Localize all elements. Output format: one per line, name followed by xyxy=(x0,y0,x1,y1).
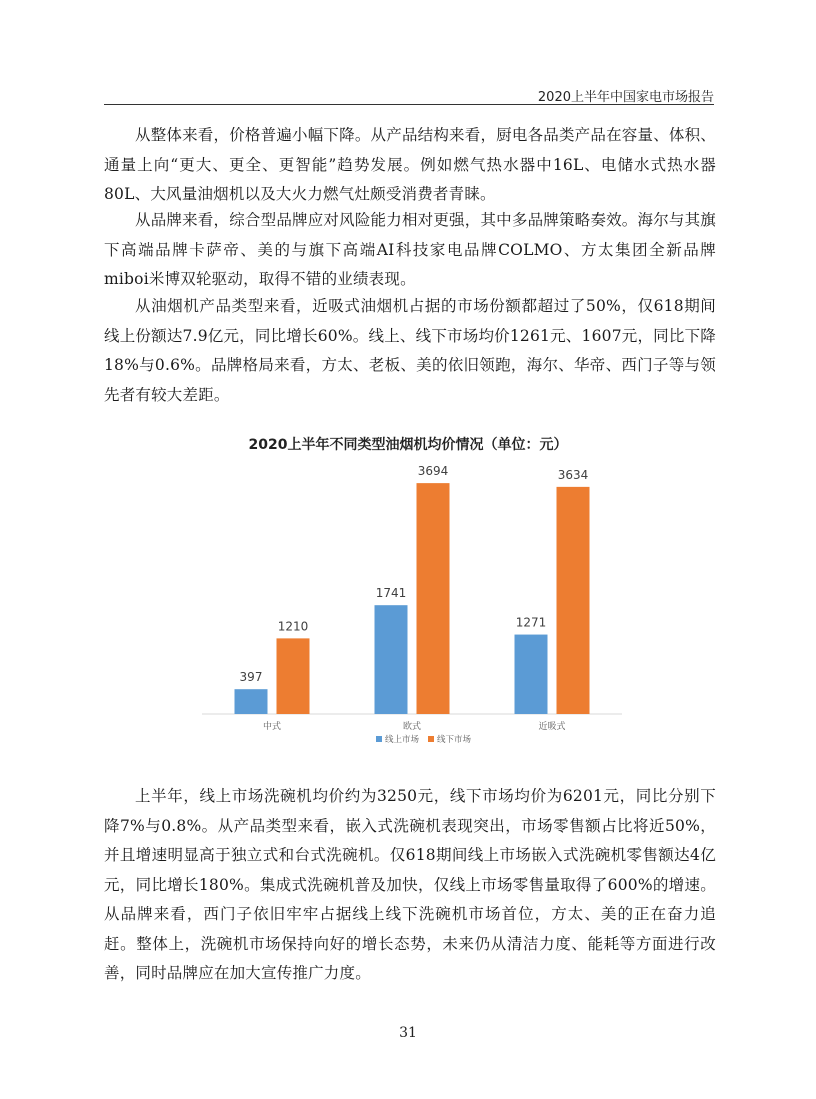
data-label-1-2: 3634 xyxy=(557,467,589,482)
paragraph-price-trend: 从整体来看，价格普遍小幅下降。从产品结构来看，厨电各品类产品在容量、体积、通量上向“更大、更全、更智能”趋势发展。例如燃气热水器中16L、电储水式热水器80L、大风量油烟机以及大火力燃气灶颇受消费者青睐。 xyxy=(104,126,716,203)
legend-label-0: 线上市场 xyxy=(385,735,420,745)
x-tick-label-1: 欧式 xyxy=(402,722,422,732)
legend-swatch-1 xyxy=(428,736,434,742)
paragraph-brand-strategy: 从品牌来看，综合型品牌应对风险能力相对更强，其中多品牌策略奏效。海尔与其旗下高端品牌卡萨帝、美的与旗下高端AI科技家电品牌COLMO、方太集团全新品牌miboi米博双轮驱动，取得不错的业绩表现。 xyxy=(104,211,716,288)
legend-swatch-0 xyxy=(376,736,382,742)
bar-0-2 xyxy=(515,635,548,714)
bar-1-1 xyxy=(417,483,450,714)
data-label-1-1: 3694 xyxy=(417,464,449,479)
data-label-0-1: 1741 xyxy=(375,586,407,601)
bar-0-0 xyxy=(235,689,268,714)
page-number: 31 xyxy=(399,1025,417,1041)
report-title: 2020上半年中国家电市场报告 xyxy=(537,90,714,105)
legend-label-1: 线下市场 xyxy=(437,735,472,745)
x-tick-label-2: 近吸式 xyxy=(538,722,566,732)
paragraph-range-hood: 从油烟机产品类型来看，近吸式油烟机占据的市场份额都超过了50%，仅618期间线上份额达7.9亿元，同比增长60%。线上、线下市场均价1261元、1607元，同比下降18%与0.6%。品牌格局来看，方太、老板、美的依旧领跑，海尔、华帝、西门子等与领先者有较大差距。 xyxy=(104,297,716,404)
data-label-0-0: 397 xyxy=(239,670,263,685)
bar-1-2 xyxy=(557,487,590,714)
chart-title: 2020上半年不同类型油烟机均价情况（单位：元） xyxy=(248,437,568,453)
data-label-0-2: 1271 xyxy=(515,615,547,630)
bar-0-1 xyxy=(375,605,408,714)
x-tick-label-0: 中式 xyxy=(262,722,282,732)
data-label-1-0: 1210 xyxy=(277,619,309,634)
bar-1-0 xyxy=(277,638,310,714)
paragraph-dishwasher: 上半年，线上市场洗碗机均价约为3250元，线下市场均价为6201元，同比分别下降7%与0.8%。从产品类型来看，嵌入式洗碗机表现突出，市场零售额占比将近50%，并且增速明显高于独立式和台式洗碗机。仅618期间线上市场嵌入式洗碗机零售额达4亿元，同比增长180%。集成式洗碗机普及加快，仅线上市场零售量取得了600%的增速。从品牌来看，西门子依旧牢牢占据线上线下洗碗机市场首位，方太、美的正在奋力追赶。整体上，洗碗机市场保持向好的增长态势，未来仍从清洁力度、能耗等方面进行改善，同时品牌应在加大宣传推广力度。 xyxy=(104,787,716,982)
